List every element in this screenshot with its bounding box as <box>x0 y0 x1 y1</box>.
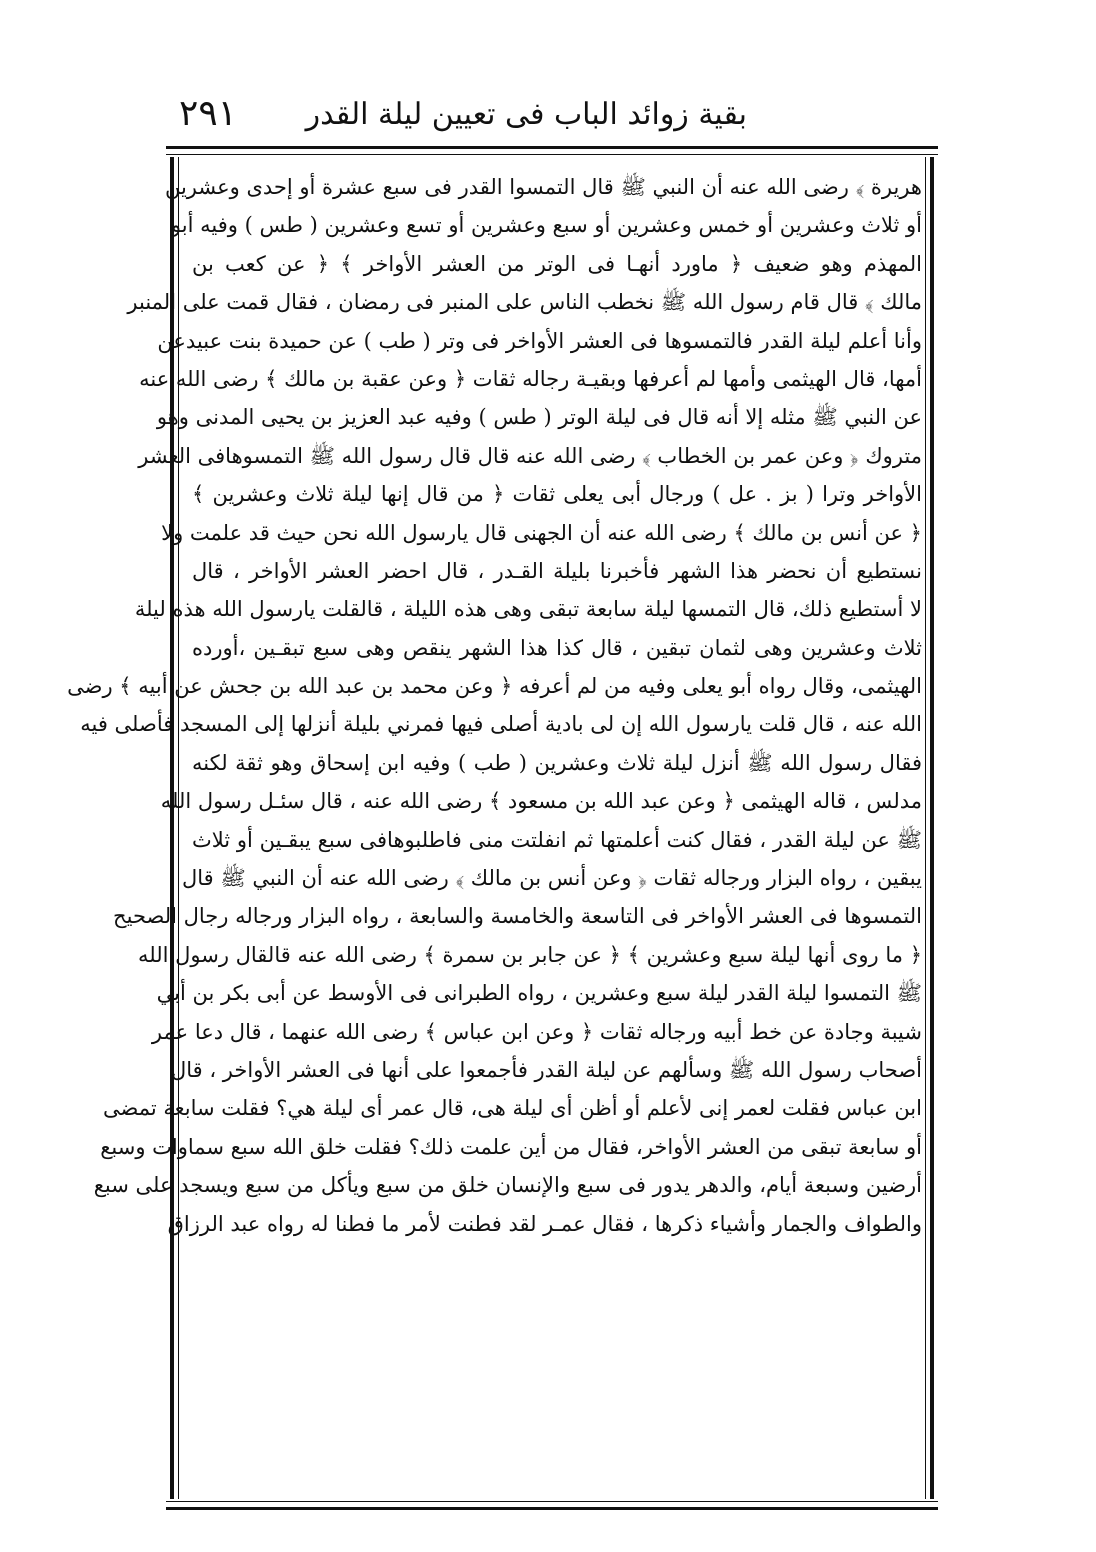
text-line: عن النبي ﷺ مثله إلا أنه قال فى ليلة الوتر ( طس ) وفيه عبد العزيز بن يحيى المدنى وهو <box>156 405 922 430</box>
text-line: أو ثلاث وعشرين أو خمس وعشرين أو سبع وعشرين أو تسع وعشرين ( طس ) وفيه أبو <box>170 213 922 238</box>
text-line: ﷺ التمسوا ليلة القدر ليلة سبع وعشرين ، رواه الطبرانى فى الأوسط عن أبى بكر بن أبي <box>156 981 922 1006</box>
text-line: لا أستطيع ذلك، قال التمسها ليلة سابعة تبقى وهى هذه الليلة ، قالقلت يارسول الله هذه ليلة <box>134 597 922 622</box>
frame-rule-right-inner <box>925 157 926 1499</box>
header-title: بقية زوائد الباب فى تعيين ليلة القدر <box>305 97 747 132</box>
text-line: ثلاث وعشرين وهى لثمان تبقين ، قال كذا هذا الشهر ينقص وهى سبع تبقـين ،أورده <box>192 635 922 660</box>
text-line: شيبة وجادة عن خط أبيه ورجاله ثقات ﴿ وعن ابن عباس ﴾ رضى الله عنهما ، قال دعا عمر <box>151 1019 922 1044</box>
page-number: ٢٩١ <box>179 93 238 134</box>
text-line: المهذم وهو ضعيف ﴿ ماورد أنهـا فى الوتر من العشر الأواخر ﴾ ﴿ عن كعب بن <box>192 251 922 276</box>
text-line: أصحاب رسول الله ﷺ وسألهم عن ليلة القدر فأجمعوا على أنها فى العشر الأواخر ، قال <box>170 1057 922 1082</box>
text-line: الهيثمى، وقال رواه أبو يعلى وفيه من لم أعرفه ﴿ وعن محمد بن عبد الله بن جحش عن أبيه ﴾ رضى <box>67 674 922 699</box>
text-line: أمها، قال الهيثمى وأمها لم أعرفها وبقيـة رجاله ثقات ﴿ وعن عقبة بن مالك ﴾ رضى الله عنه <box>139 366 922 391</box>
text-line: ﷺ عن ليلة القدر ، فقال كنت أعلمتها ثم انفلتت منى فاطلبوهافى سبع يبقـين أو ثلاث <box>192 827 922 852</box>
body-text <box>67 168 922 1488</box>
text-line: الله عنه ، قال قلت يارسول الله إن لى بادية أصلى فيها فمرني بليلة أنزلها إلى المسجد فأصلى فيه <box>80 712 922 737</box>
text-line: التمسوها فى العشر الأواخر فى التاسعة والخامسة والسابعة ، رواه البزار ورجاله رجال الصحيح <box>113 904 922 929</box>
text-line: هريرة ﴾ رضى الله عنه أن النبي ﷺ قال التمسوا القدر فى سبع عشرة أو إحدى وعشرين <box>164 175 922 199</box>
text-line: يبقين ، رواه البزار ورجاله ثقات ﴿ وعن أنس بن مالك ﴾ رضى الله عنه أن النبي ﷺ قال <box>182 866 922 891</box>
frame-rule-right-outer <box>930 157 934 1499</box>
text-line: مالك ﴾ قال قام رسول الله ﷺ نخطب الناس على المنبر فى رمضان ، فقال قمت على المنبر <box>127 290 922 315</box>
text-line: ﴿ ما روى أنها ليلة سبع وعشرين ﴾ ﴿ عن جابر بن سمرة ﴾ رضى الله عنه قالقال رسول الله <box>138 942 922 967</box>
text-line: أرضين وسبعة أيام، والدهر يدور فى سبع والإنسان خلق من سبع ويأكل من سبع ويسجد على سبع <box>93 1173 922 1198</box>
text-line: نستطيع أن نحضر هذا الشهر فأخبرنا بليلة القـدر ، قال احضر العشر الأواخر ، قال <box>192 558 922 583</box>
text-line: متروك ﴿ وعن عمر بن الخطاب ﴾ رضى الله عنه قال قال رسول الله ﷺ التمسوهافى العشر <box>138 443 922 468</box>
text-line: أو سابعة تبقى من العشر الأواخر، فقال من أين علمت ذلك؟ فقلت خلق الله سبع سماوات وسبع <box>100 1134 922 1159</box>
text-line: فقال رسول الله ﷺ أنزل ليلة ثلاث وعشرين ( طب ) وفيه ابن إسحاق وهو ثقة لكنه <box>192 750 922 775</box>
text-line: ﴿ عن أنس بن مالك ﴾ رضى الله عنه أن الجهنى قال يارسول الله نحن حيث قد علمت ولا <box>161 520 922 545</box>
text-line: ابن عباس فقلت لعمر إنى لأعلم أو أظن أى ليلة هى، قال عمر أى ليلة هي؟ فقلت سابعة تمضى <box>103 1096 922 1121</box>
text-line: مدلس ، قاله الهيثمى ﴿ وعن عبد الله بن مسعود ﴾ رضى الله عنه ، قال سئـل رسول الله <box>160 789 922 814</box>
text-line: الأواخر وترا ( بز . عل ) ورجال أبى يعلى ثقات ﴿ من قال إنها ليلة ثلاث وعشرين ﴾ <box>192 482 922 507</box>
running-header <box>175 92 937 140</box>
text-line: والطواف والجمار وأشياء ذكرها ، فقال عمـر لقد فطنت لأمر ما فطنا له رواه عبد الرزاق <box>167 1211 922 1236</box>
text-line: وأنا أعلم ليلة القدر فالتمسوها فى العشر الأواخر فى وتر ( طب ) عن حميدة بنت عبيدعن <box>157 328 922 353</box>
